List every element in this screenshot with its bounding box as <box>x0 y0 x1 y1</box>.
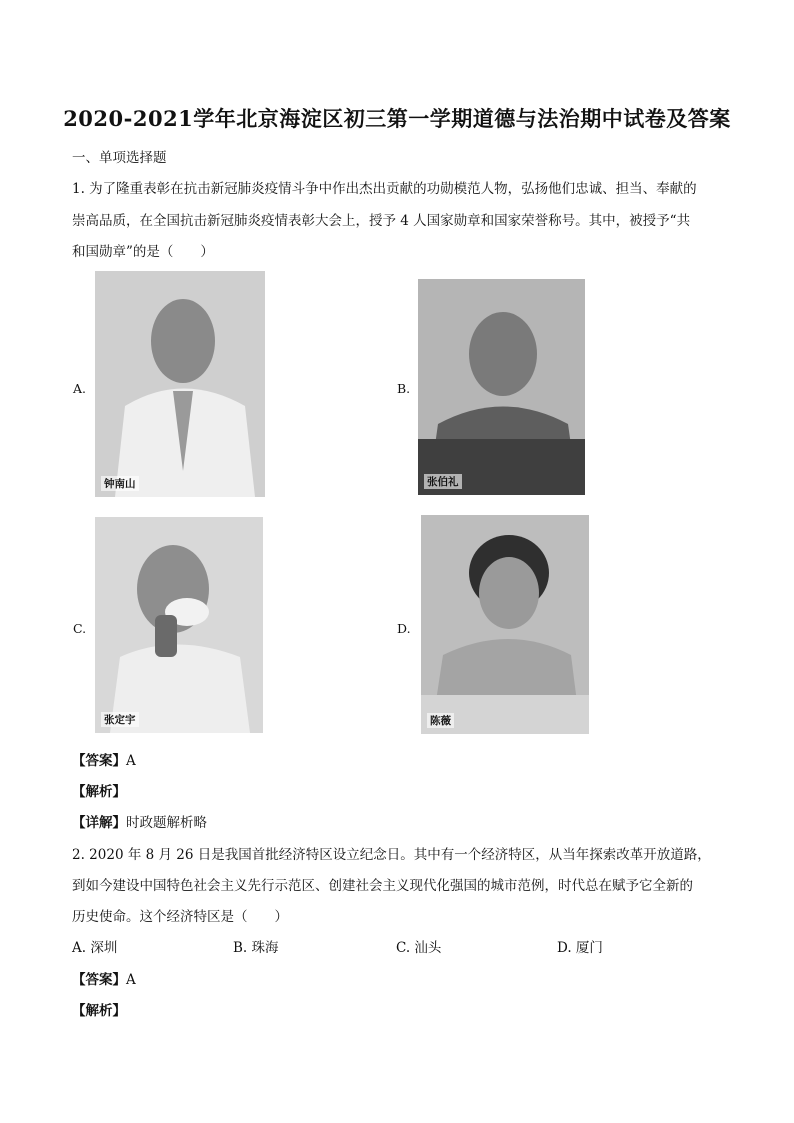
q1-answer <box>72 749 136 769</box>
q1-option-d-caption: 陈薇 <box>427 713 454 728</box>
q1-option-d-photo <box>421 515 589 734</box>
q2-choice-a: A. 深圳 <box>72 940 118 956</box>
q1-option-d-label: D. <box>397 621 411 636</box>
q1-option-b-photo <box>418 279 585 495</box>
q1-answer-tag: 【答案】 <box>72 753 126 769</box>
q2-analysis-tag: 【解析】 <box>72 1003 126 1019</box>
q1-detail-text: 时政题解析略 <box>126 815 207 831</box>
q1-option-a-caption: 钟南山 <box>101 476 139 491</box>
q2-answer-tag: 【答案】 <box>72 972 126 988</box>
q1-option-b-caption: 张伯礼 <box>424 474 462 489</box>
q2-answer <box>72 968 136 988</box>
q1-option-c-photo <box>95 517 263 733</box>
q1-option-c-label: C. <box>73 621 87 636</box>
q2-choice-d: D. 厦门 <box>557 940 603 956</box>
q2-text-line3: 历史使命。这个经济特区是（ ） <box>72 909 288 925</box>
q1-text-line2: 崇高品质，在全国抗击新冠肺炎疫情表彰大会上，授予 4 人国家勋章和国家荣誉称号。其中，被授予“共 <box>72 213 691 229</box>
q1-answer-value: A <box>126 753 136 769</box>
q1-detail <box>72 811 207 831</box>
q1-option-c-caption: 张定宇 <box>101 712 139 727</box>
page-title: 2020-2021学年北京海淀区初三第一学期道德与法治期中试卷及答案 <box>63 106 731 131</box>
q2-text-line1: 2. 2020 年 8 月 26 日是我国首批经济特区设立纪念日。其中有一个经济特区，从当年探索改革开放道路， <box>72 847 711 863</box>
q1-option-b-label: B. <box>397 381 411 396</box>
q1-analysis-tag: 【解析】 <box>72 784 126 800</box>
q2-choice-c: C. 汕头 <box>396 940 442 956</box>
q1-text-line1: 1. 为了隆重表彰在抗击新冠肺炎疫情斗争中作出杰出贡献的功勋模范人物，弘扬他们忠诚、担当、奉献的 <box>72 181 697 197</box>
section-heading: 一、单项选择题 <box>72 150 167 166</box>
q1-option-a-photo <box>95 271 265 497</box>
q2-answer-value: A <box>126 972 136 988</box>
q2-choice-b: B. 珠海 <box>233 940 279 956</box>
q2-text-line2: 到如今建设中国特色社会主义先行示范区、创建社会主义现代化强国的城市范例，时代总在赋予它全新的 <box>72 878 693 894</box>
q1-detail-tag: 【详解】 <box>72 815 126 831</box>
q1-option-a-label: A. <box>73 381 87 396</box>
q1-text-line3: 和国勋章”的是（ ） <box>72 244 214 260</box>
